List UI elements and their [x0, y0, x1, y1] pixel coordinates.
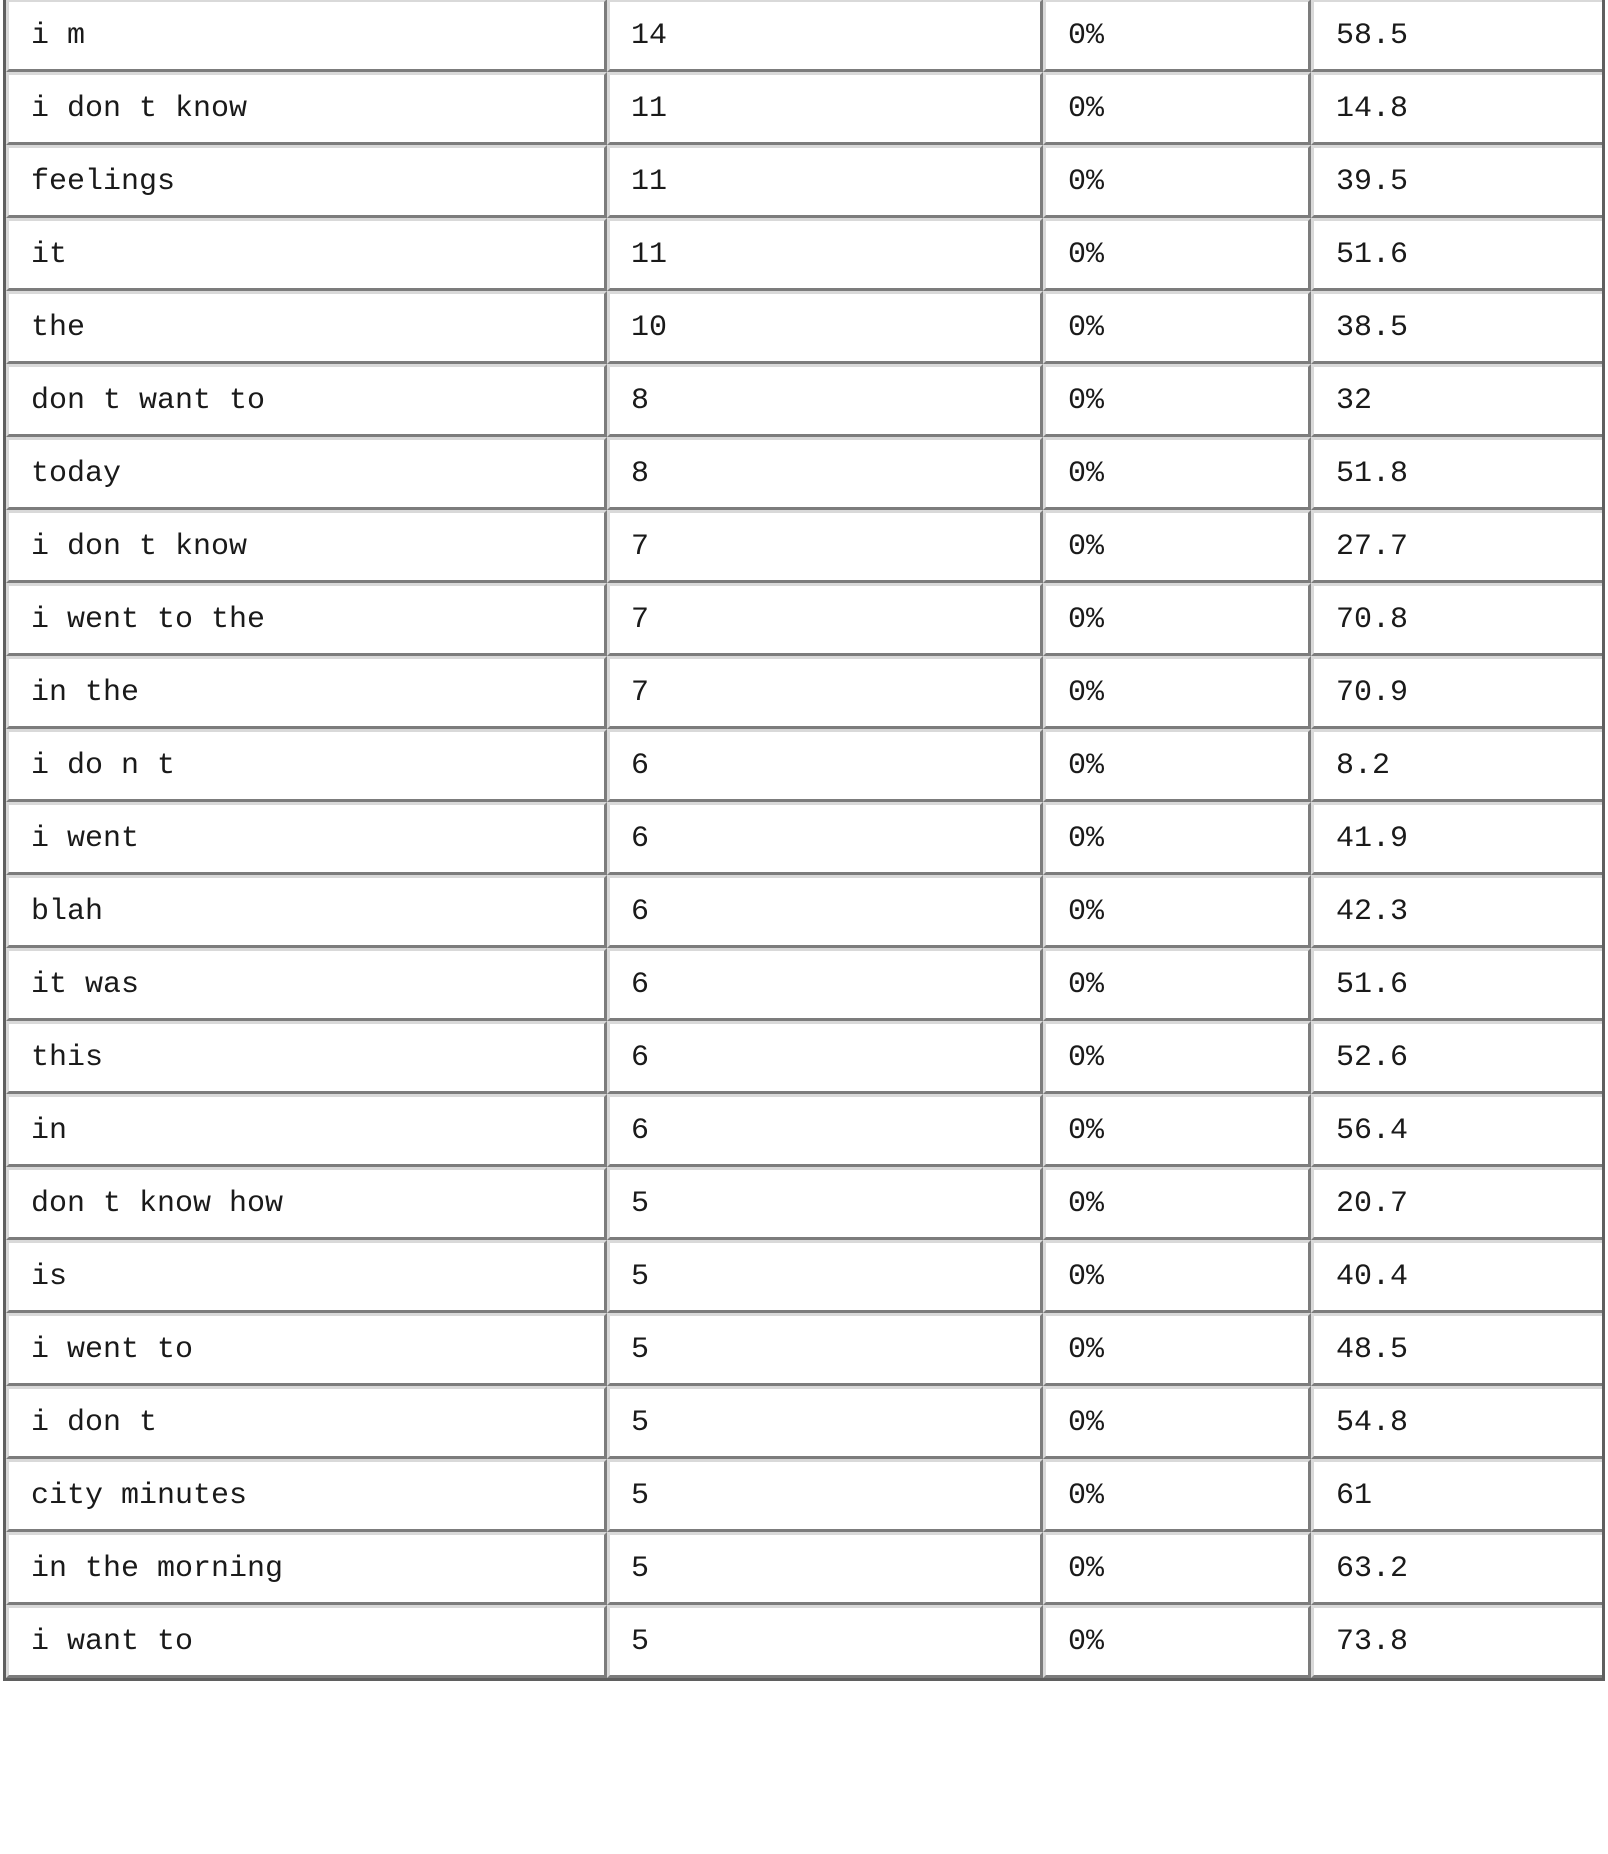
phrase-cell: i went to — [6, 1313, 607, 1386]
count-cell: 5 — [607, 1386, 1043, 1459]
phrase-cell: blah — [6, 875, 607, 948]
table-row — [6, 1167, 1602, 1240]
count-cell: 11 — [607, 145, 1043, 218]
score-cell: 51.6 — [1311, 218, 1602, 291]
percent-cell: 0% — [1043, 1021, 1311, 1094]
table-row — [6, 510, 1602, 583]
score-cell: 32 — [1311, 364, 1602, 437]
count-cell: 5 — [607, 1605, 1043, 1678]
score-cell: 38.5 — [1311, 291, 1602, 364]
percent-cell: 0% — [1043, 1605, 1311, 1678]
count-cell: 6 — [607, 948, 1043, 1021]
percent-cell: 0% — [1043, 948, 1311, 1021]
score-cell: 39.5 — [1311, 145, 1602, 218]
score-cell: 63.2 — [1311, 1532, 1602, 1605]
phrase-cell: don t want to — [6, 364, 607, 437]
count-cell: 11 — [607, 218, 1043, 291]
table-row — [6, 72, 1602, 145]
phrase-cell: i went to the — [6, 583, 607, 656]
percent-cell: 0% — [1043, 364, 1311, 437]
phrase-cell: feelings — [6, 145, 607, 218]
table-row — [6, 437, 1602, 510]
phrase-cell: the — [6, 291, 607, 364]
count-cell: 5 — [607, 1459, 1043, 1532]
count-cell: 6 — [607, 875, 1043, 948]
phrase-cell: i m — [6, 0, 607, 72]
phrase-cell: this — [6, 1021, 607, 1094]
phrase-cell: i went — [6, 802, 607, 875]
score-cell: 70.9 — [1311, 656, 1602, 729]
count-cell: 5 — [607, 1167, 1043, 1240]
table-row — [6, 364, 1602, 437]
count-cell: 8 — [607, 437, 1043, 510]
score-cell: 8.2 — [1311, 729, 1602, 802]
phrase-cell: it — [6, 218, 607, 291]
phrase-cell: in — [6, 1094, 607, 1167]
table-row — [6, 1459, 1602, 1532]
table-row — [6, 656, 1602, 729]
phrase-cell: it was — [6, 948, 607, 1021]
count-cell: 7 — [607, 510, 1043, 583]
percent-cell: 0% — [1043, 510, 1311, 583]
percent-cell: 0% — [1043, 72, 1311, 145]
percent-cell: 0% — [1043, 291, 1311, 364]
table-row — [6, 875, 1602, 948]
table-row — [6, 1313, 1602, 1386]
count-cell: 7 — [607, 583, 1043, 656]
table-row — [6, 802, 1602, 875]
table-row — [6, 1532, 1602, 1605]
phrase-cell: don t know how — [6, 1167, 607, 1240]
percent-cell: 0% — [1043, 1532, 1311, 1605]
percent-cell: 0% — [1043, 583, 1311, 656]
score-cell: 41.9 — [1311, 802, 1602, 875]
count-cell: 5 — [607, 1240, 1043, 1313]
percent-cell: 0% — [1043, 218, 1311, 291]
table-row — [6, 948, 1602, 1021]
percent-cell: 0% — [1043, 437, 1311, 510]
count-cell: 8 — [607, 364, 1043, 437]
score-cell: 61 — [1311, 1459, 1602, 1532]
table-row — [6, 1386, 1602, 1459]
phrase-cell: is — [6, 1240, 607, 1313]
table-row — [6, 1605, 1602, 1678]
percent-cell: 0% — [1043, 1094, 1311, 1167]
phrase-cell: i don t know — [6, 510, 607, 583]
score-cell: 20.7 — [1311, 1167, 1602, 1240]
table-row — [6, 218, 1602, 291]
phrase-cell: i want to — [6, 1605, 607, 1678]
percent-cell: 0% — [1043, 875, 1311, 948]
table-row — [6, 145, 1602, 218]
score-cell: 40.4 — [1311, 1240, 1602, 1313]
count-cell: 6 — [607, 1021, 1043, 1094]
count-cell: 5 — [607, 1313, 1043, 1386]
percent-cell: 0% — [1043, 1386, 1311, 1459]
percent-cell: 0% — [1043, 1167, 1311, 1240]
score-cell: 51.8 — [1311, 437, 1602, 510]
phrase-frequency-table — [3, 0, 1605, 1681]
phrase-cell: city minutes — [6, 1459, 607, 1532]
score-cell: 42.3 — [1311, 875, 1602, 948]
percent-cell: 0% — [1043, 656, 1311, 729]
phrase-cell: i don t — [6, 1386, 607, 1459]
score-cell: 70.8 — [1311, 583, 1602, 656]
phrase-cell: i don t know — [6, 72, 607, 145]
count-cell: 5 — [607, 1532, 1043, 1605]
percent-cell: 0% — [1043, 729, 1311, 802]
score-cell: 51.6 — [1311, 948, 1602, 1021]
table-row — [6, 1021, 1602, 1094]
count-cell: 10 — [607, 291, 1043, 364]
phrase-cell: today — [6, 437, 607, 510]
percent-cell: 0% — [1043, 1240, 1311, 1313]
count-cell: 7 — [607, 656, 1043, 729]
table-row — [6, 0, 1602, 72]
table-row — [6, 291, 1602, 364]
table-row — [6, 1094, 1602, 1167]
score-cell: 27.7 — [1311, 510, 1602, 583]
table-row — [6, 1240, 1602, 1313]
score-cell: 48.5 — [1311, 1313, 1602, 1386]
percent-cell: 0% — [1043, 802, 1311, 875]
count-cell: 14 — [607, 0, 1043, 72]
table-body — [6, 0, 1602, 1678]
percent-cell: 0% — [1043, 1313, 1311, 1386]
table-row — [6, 729, 1602, 802]
percent-cell: 0% — [1043, 0, 1311, 72]
percent-cell: 0% — [1043, 145, 1311, 218]
percent-cell: 0% — [1043, 1459, 1311, 1532]
table-row — [6, 583, 1602, 656]
score-cell: 52.6 — [1311, 1021, 1602, 1094]
score-cell: 58.5 — [1311, 0, 1602, 72]
score-cell: 54.8 — [1311, 1386, 1602, 1459]
count-cell: 11 — [607, 72, 1043, 145]
count-cell: 6 — [607, 802, 1043, 875]
score-cell: 56.4 — [1311, 1094, 1602, 1167]
score-cell: 14.8 — [1311, 72, 1602, 145]
score-cell: 73.8 — [1311, 1605, 1602, 1678]
count-cell: 6 — [607, 1094, 1043, 1167]
phrase-cell: in the — [6, 656, 607, 729]
count-cell: 6 — [607, 729, 1043, 802]
phrase-cell: in the morning — [6, 1532, 607, 1605]
phrase-cell: i do n t — [6, 729, 607, 802]
